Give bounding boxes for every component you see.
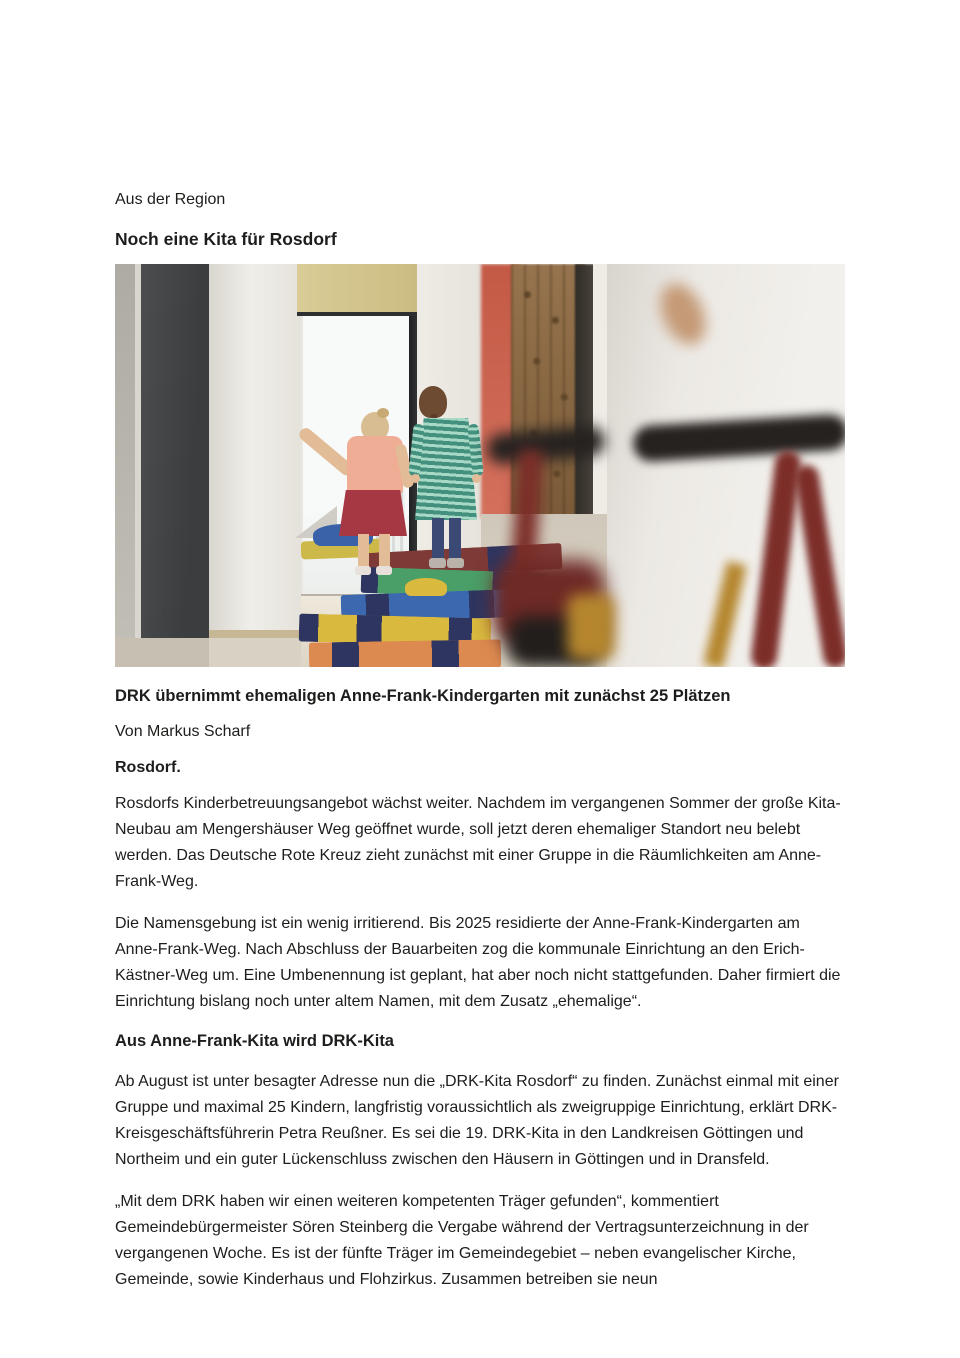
article-paragraph: „Mit dem DRK haben wir einen weiteren kompetenten Träger gefunden“, kommentiert Gemeindebürgermeister Sören Steinberg die Vergabe während der Vertragsunterzeichnung in der vergangenen Woche. Es ist der fünfte Träger im Gemeindegebiet – neben evangelischer Kirche, Gemeinde, sowie Kinderhaus und Flohzirkus. Zusammen betreiben sie neun	[115, 1193, 809, 1288]
article-subtitle: DRK übernimmt ehemaligen Anne-Frank-Kindergarten mit zunächst 25 Plätzen	[115, 687, 731, 705]
photo-floor-left	[115, 638, 215, 667]
photo-left-gray-wall	[115, 264, 135, 667]
photo-child-teal-leg	[449, 518, 461, 560]
article-paragraph: Ab August ist unter besagter Adresse nun die „DRK-Kita Rosdorf“ zu finden. Zunächst einmal mit einer Gruppe und maximal 25 Kindern, langfristig voraussichtlich als zweigruppige Einrichtung, erklärt DRK-Kreisgeschäftsführerin Petra Reußner. Es sei die 19. DRK-Kita in den Landkreisen Göttingen und Northeim und ein guter Lückenschluss zwischen den Häusern in Göttingen und in Dransfeld.	[115, 1073, 839, 1168]
photo-dark-door-edge	[575, 264, 595, 526]
photo-white-wall-column	[209, 264, 301, 667]
photo-child-teal-leg	[432, 518, 444, 560]
photo-child-pink-skirt	[339, 490, 407, 536]
photo-child-pink-shoe	[376, 566, 392, 575]
article-title: Noch eine Kita für Rosdorf	[115, 229, 337, 249]
photo-dark-door	[141, 264, 211, 642]
article-paragraph: Rosdorfs Kinderbetreuungsangebot wächst weiter. Nachdem im vergangenen Sommer der große Kita-Neubau am Mengershäuser Weg geöffnet wurde, soll jetzt deren ehemaliger Standort neu belebt werden. Das Deutsche Rote Kreuz zieht zunächst mit einer Gruppe in die Räumlichkeiten am Anne-Frank-Weg.	[115, 795, 841, 890]
photo-child-pink-leg	[358, 534, 369, 568]
article-byline: Von Markus Scharf	[115, 723, 251, 740]
article-kicker: Aus der Region	[115, 191, 226, 208]
photo-child-pink-shirt	[347, 436, 403, 494]
photo-child-pink-leg	[379, 534, 390, 568]
photo-child-pink-hairbun	[377, 408, 389, 418]
photo-doorway-transom	[297, 264, 423, 314]
article-subhead: Aus Anne-Frank-Kita wird DRK-Kita	[115, 1032, 394, 1050]
photo-child-teal-shoe	[429, 558, 446, 568]
photo-foam-dome-yellow	[405, 578, 447, 596]
photo-child-teal-shoe	[447, 558, 464, 568]
photo-foam-beam-orange	[309, 639, 501, 667]
article-paragraph: Die Namensgebung ist ein wenig irritierend. Bis 2025 residierte der Anne-Frank-Kindergarten am Anne-Frank-Weg. Nach Abschluss der Bauarbeiten zog die kommunale Einrichtung an den Erich-Kästner-Weg um. Eine Umbenennung ist geplant, hat aber noch nicht stattgefunden. Daher firmiert die Einrichtung bislang noch unter altem Namen, mit dem Zusatz „ehemalige“.	[115, 915, 841, 1010]
photo-child-pink-shoe	[355, 566, 371, 575]
article-photo	[115, 264, 845, 667]
photo-child-teal-hand	[411, 474, 420, 483]
photo-child-teal-hand	[472, 474, 481, 483]
article-location: Rosdorf.	[115, 759, 181, 776]
photo-scooter-center-footboard	[567, 594, 615, 660]
photo-floor-base	[209, 638, 301, 667]
